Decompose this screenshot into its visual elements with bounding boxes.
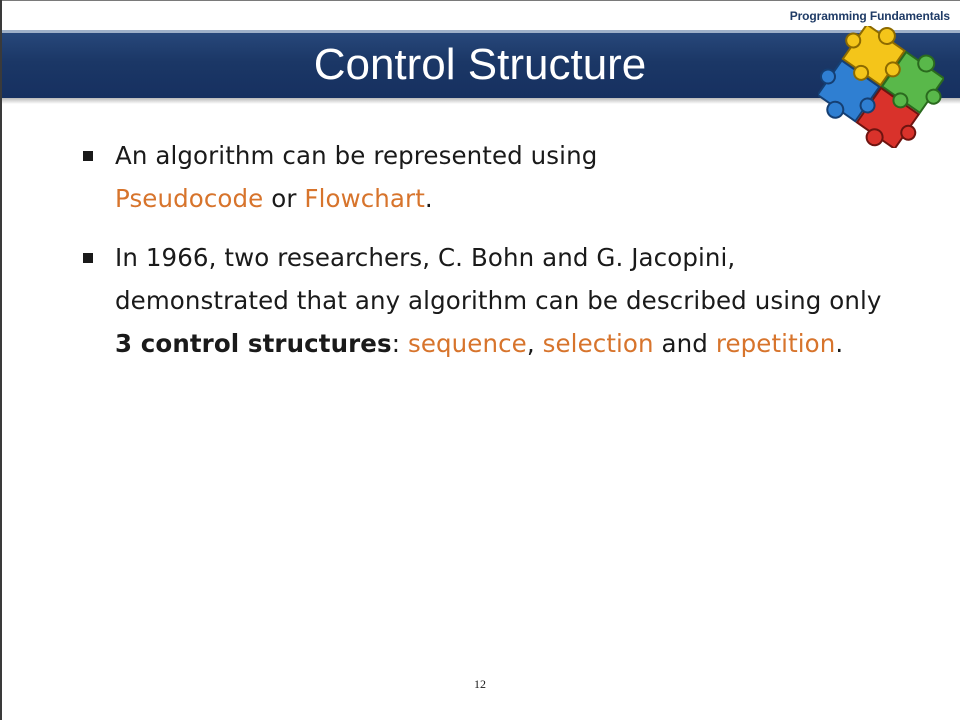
- bullet-text: :: [391, 329, 408, 358]
- bullet-text: .: [835, 329, 844, 358]
- bullet-text: In 1966, two researchers, C. Bohn and G. Jacopini, demonstrated that any algorithm can be described using only: [115, 243, 882, 315]
- slide-left-border: [0, 0, 2, 720]
- bullet-item: [78, 134, 898, 220]
- puzzle-pieces-icon: [818, 26, 944, 148]
- bullet-text: ,: [526, 329, 543, 358]
- square-bullet-icon: [83, 253, 93, 263]
- bullet-text: or: [263, 184, 305, 213]
- course-label: Programming Fundamentals: [789, 9, 950, 23]
- bullet-text: An algorithm can be represented using: [115, 141, 598, 170]
- bullet-text: .: [424, 184, 433, 213]
- highlight-pseudocode: Pseudocode: [115, 184, 264, 213]
- title-bar-shadow: [2, 98, 960, 104]
- highlight-sequence: sequence: [407, 329, 527, 358]
- emphasis-control-structures: 3 control structures: [115, 329, 392, 358]
- page-number: 12: [474, 677, 486, 691]
- highlight-flowchart: Flowchart: [304, 184, 425, 213]
- bullet-list: [78, 134, 898, 381]
- highlight-repetition: repetition: [715, 329, 836, 358]
- slide-top-border: [0, 0, 960, 1]
- square-bullet-icon: [83, 151, 93, 161]
- bullet-text: and: [653, 329, 716, 358]
- highlight-selection: selection: [542, 329, 654, 358]
- bullet-item: [78, 236, 898, 365]
- slide-title: Control Structure: [313, 40, 647, 89]
